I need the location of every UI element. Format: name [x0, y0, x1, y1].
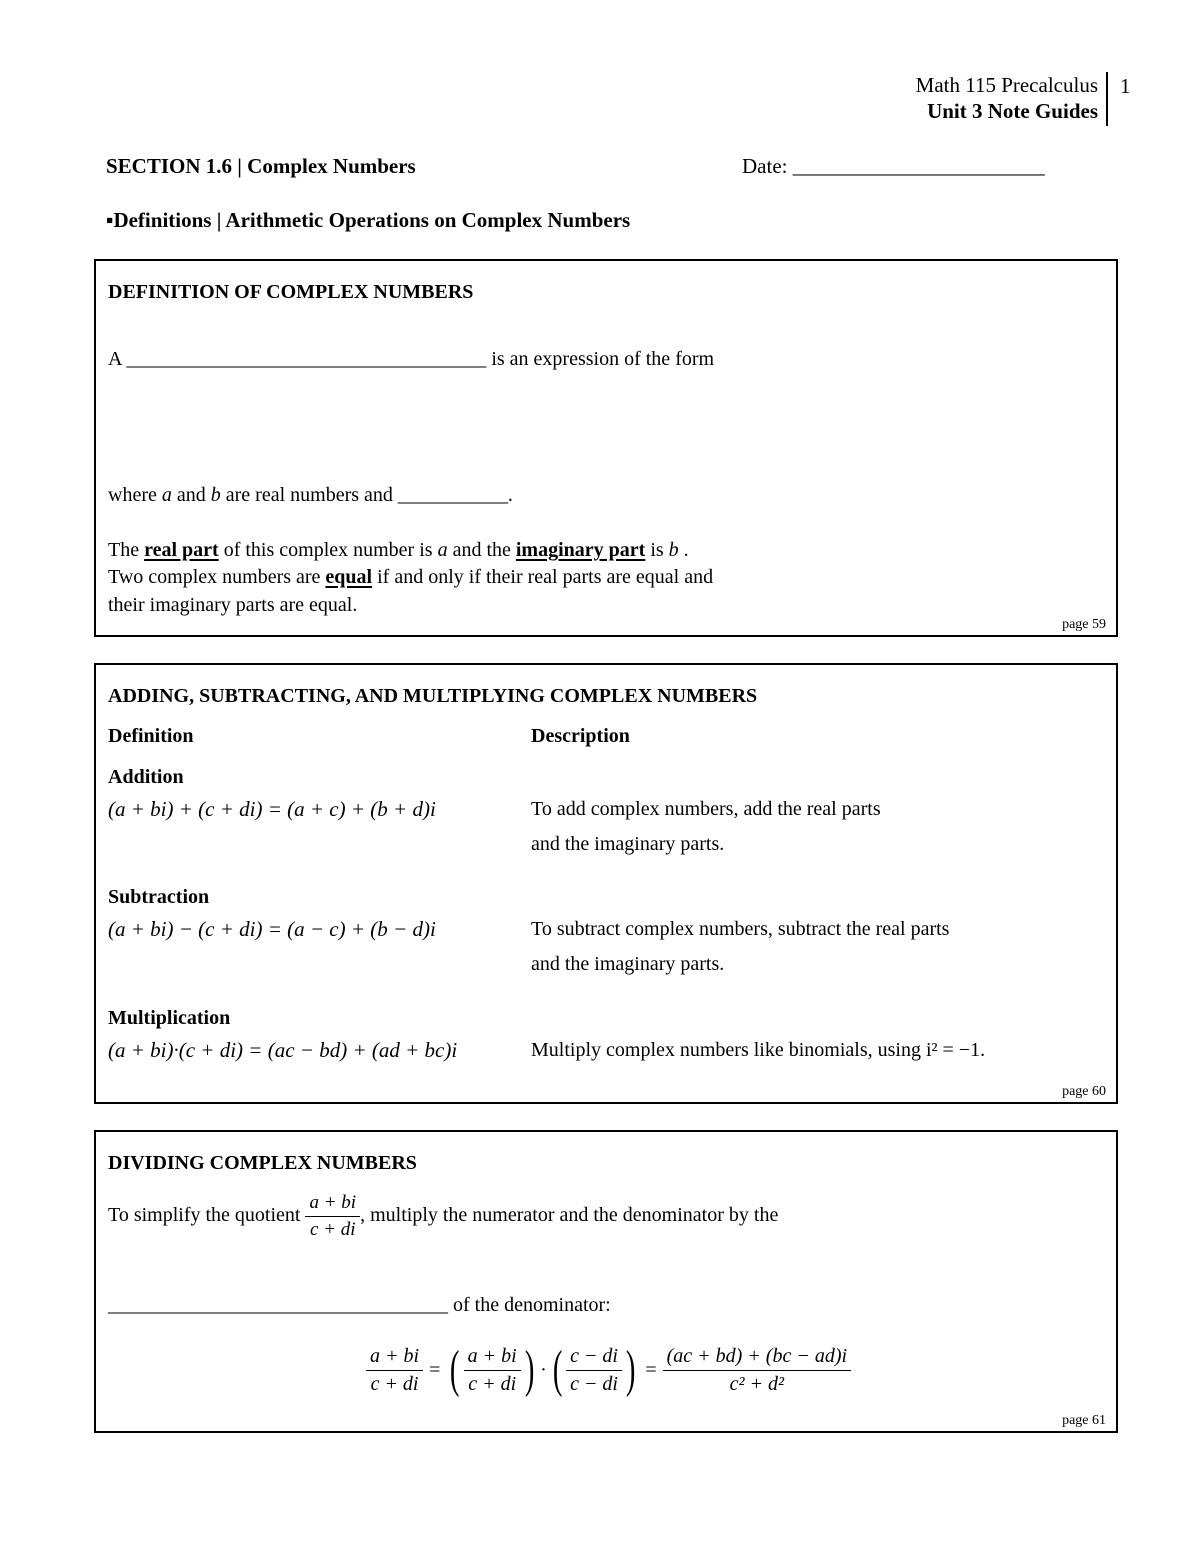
complex-number-blank[interactable]: A ____________________________________ is an expression of the form — [108, 348, 715, 370]
operations-box — [94, 663, 1118, 1104]
real-part-line — [108, 539, 689, 562]
operations-title: ADDING, SUBTRACTING, AND MULTIPLYING COMPLEX NUMBERS — [108, 685, 758, 707]
var-a: a — [437, 539, 448, 561]
open-paren-2: ( — [552, 1341, 563, 1398]
lhs-denominator: c + di — [370, 1372, 419, 1395]
real-mid: of this complex number is — [218, 539, 438, 561]
quotient-line — [108, 1192, 778, 1241]
definition-box — [94, 259, 1118, 637]
middle-numerator: a + bi — [464, 1345, 521, 1371]
page-number: 1 — [1120, 74, 1131, 98]
var-b: b — [210, 484, 221, 506]
section-subtitle: ▪Definitions | Arithmetic Operations on Complex Numbers — [106, 208, 631, 232]
date-field[interactable]: Date: ________________________ — [742, 154, 1045, 178]
addition-formula: (a + bi) + (c + di) = (a + c) + (b + d)i — [108, 797, 436, 821]
real-and: and the — [447, 539, 516, 561]
dot-operator: · — [540, 1358, 547, 1381]
conjugate-fraction — [566, 1345, 622, 1396]
quotient-pre: To simplify the quotient — [108, 1204, 306, 1227]
equal-post: if and only if their real parts are equal and — [372, 566, 714, 588]
quotient-numerator: a + bi — [305, 1192, 360, 1217]
section-title: SECTION 1.6 | Complex Numbers — [106, 154, 416, 178]
result-fraction — [663, 1345, 851, 1396]
column-description: Description — [531, 725, 630, 747]
addition-desc-1: To add complex numbers, add the real parts — [531, 798, 881, 820]
quotient-fraction — [305, 1192, 360, 1241]
lhs-numerator: a + bi — [366, 1345, 423, 1371]
page-ref-59: page 59 — [1062, 617, 1106, 632]
document-header — [916, 72, 1098, 124]
var-b: b — [668, 539, 679, 561]
quotient-denominator: c + di — [310, 1219, 356, 1240]
where-blank[interactable]: are real numbers and ___________. — [220, 484, 513, 506]
lhs-fraction — [366, 1345, 423, 1396]
real-part-term: real part — [144, 539, 219, 561]
where-line[interactable] — [108, 484, 513, 507]
imaginary-part-term: imaginary part — [515, 539, 646, 561]
conjugate-blank[interactable]: __________________________________ of the denominator: — [108, 1294, 611, 1316]
multiplication-label: Multiplication — [108, 1007, 231, 1029]
conjugate-numerator: c − di — [566, 1345, 622, 1371]
where-and: and — [171, 484, 211, 506]
real-pre: The — [108, 539, 145, 561]
division-box — [94, 1130, 1118, 1433]
subtraction-formula: (a + bi) − (c + di) = (a − c) + (b − d)i — [108, 917, 436, 941]
equals-sign-2: = — [645, 1358, 657, 1381]
equal-term: equal — [325, 566, 373, 588]
imag-end: . — [678, 539, 689, 561]
addition-desc-2: and the imaginary parts. — [531, 833, 725, 855]
close-paren-2: ) — [625, 1341, 636, 1398]
division-title: DIVIDING COMPLEX NUMBERS — [108, 1152, 417, 1174]
unit-title: Unit 3 Note Guides — [927, 99, 1098, 123]
header-divider — [1106, 72, 1108, 126]
middle-denominator: c + di — [468, 1372, 517, 1395]
multiplication-formula: (a + bi)·(c + di) = (ac − bd) + (ad + bc)i — [108, 1038, 458, 1062]
var-a: a — [161, 484, 172, 506]
multiplication-desc: Multiply complex numbers like binomials, using i² = −1. — [531, 1039, 986, 1061]
close-paren: ) — [524, 1341, 535, 1398]
equal-pre: Two complex numbers are — [108, 566, 326, 588]
subtraction-desc-2: and the imaginary parts. — [531, 953, 725, 975]
page-ref-60: page 60 — [1062, 1084, 1106, 1099]
equal-line — [108, 566, 713, 589]
result-numerator: (ac + bd) + (bc − ad)i — [663, 1345, 851, 1371]
addition-label: Addition — [108, 766, 184, 788]
result-denominator: c² + d² — [729, 1372, 785, 1395]
middle-fraction — [464, 1345, 521, 1396]
subtraction-label: Subtraction — [108, 886, 210, 908]
quotient-post: , multiply the numerator and the denominator by the — [360, 1204, 779, 1227]
open-paren: ( — [450, 1341, 460, 1398]
subtraction-desc-1: To subtract complex numbers, subtract the real parts — [531, 918, 950, 940]
equal-line-2: their imaginary parts are equal. — [108, 594, 358, 616]
conjugate-denominator: c − di — [570, 1372, 618, 1395]
division-formula — [366, 1341, 851, 1398]
where-text: where — [108, 484, 162, 506]
equals-sign: = — [429, 1358, 441, 1381]
imag-is: is — [645, 539, 669, 561]
definition-title: DEFINITION OF COMPLEX NUMBERS — [108, 281, 474, 303]
column-definition: Definition — [108, 725, 194, 747]
course-name: Math 115 Precalculus — [915, 73, 1098, 97]
page-ref-61: page 61 — [1062, 1413, 1106, 1428]
